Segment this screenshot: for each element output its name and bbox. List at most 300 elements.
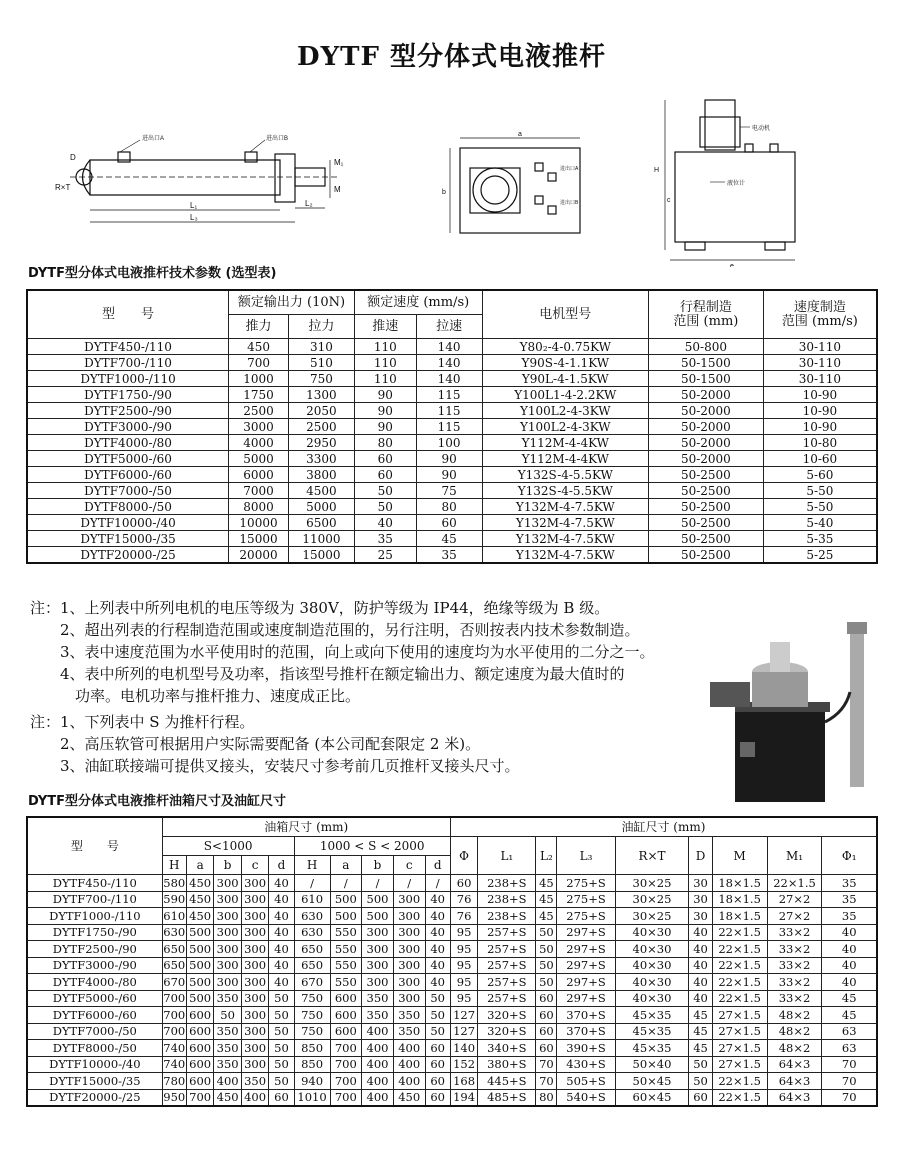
- table-cell: 300: [393, 990, 425, 1007]
- table-cell: 300: [393, 974, 425, 991]
- table-cell: 700: [330, 1073, 362, 1090]
- table-cell: 63: [822, 1023, 877, 1040]
- table-cell: 3000: [229, 419, 289, 435]
- table-row: [27, 891, 877, 908]
- table-cell: 33×2: [767, 990, 822, 1007]
- label-motor: 电动机: [752, 126, 771, 132]
- table-cell: 400: [393, 1056, 425, 1073]
- table-cell: 1010: [294, 1089, 330, 1106]
- table-cell: 140: [416, 371, 482, 387]
- label-b: b: [442, 189, 446, 196]
- table-cell: 22×1.5: [712, 941, 767, 958]
- table-cell: 600: [330, 1007, 362, 1024]
- table-cell: 50-2000: [649, 419, 764, 435]
- t1-header-stroke: 行程制造 范围 (mm): [649, 290, 764, 339]
- table-cell: 300: [241, 875, 268, 892]
- table-cell: 485+S: [478, 1089, 536, 1106]
- table-cell: 350: [214, 1056, 241, 1073]
- table-cell: 90: [354, 419, 416, 435]
- table-cell: 64×3: [767, 1073, 822, 1090]
- table-cell: 300: [362, 941, 394, 958]
- table-cell: 18×1.5: [712, 891, 767, 908]
- table-cell: 320+S: [478, 1023, 536, 1040]
- table-cell: 50: [536, 957, 557, 974]
- note-line: 功率。电机功率与推杆推力、速度成正比。: [30, 687, 361, 705]
- label-a: a: [518, 131, 522, 138]
- table-cell: 30: [689, 875, 712, 892]
- table-cell: 10-90: [763, 419, 877, 435]
- table-cell: DYTF10000-/40: [27, 1056, 162, 1073]
- table-cell: 500: [330, 908, 362, 925]
- table-cell: 5-25: [763, 547, 877, 564]
- label-port2: 进出口B: [266, 136, 289, 142]
- table-cell: 600: [186, 1040, 213, 1057]
- t2-header-rxt: R×T: [615, 837, 689, 875]
- table-cell: 50-2500: [649, 499, 764, 515]
- table-cell: 500: [362, 908, 394, 925]
- table-cell: Y112M-4-4KW: [482, 451, 649, 467]
- table-cell: 10-60: [763, 451, 877, 467]
- table-cell: 50-2500: [649, 515, 764, 531]
- table-cell: 350: [214, 1023, 241, 1040]
- table-cell: 60: [425, 1056, 450, 1073]
- table-cell: 40: [425, 941, 450, 958]
- table-cell: 450: [186, 908, 213, 925]
- table-cell: 50: [214, 1007, 241, 1024]
- table-cell: 27×1.5: [712, 1056, 767, 1073]
- table-cell: 50: [689, 1073, 712, 1090]
- label-l3: L₃: [190, 213, 198, 222]
- table-cell: 450: [186, 875, 213, 892]
- table-cell: 194: [450, 1089, 477, 1106]
- table-cell: 350: [393, 1023, 425, 1040]
- table-cell: 400: [393, 1040, 425, 1057]
- table-cell: 20000: [229, 547, 289, 564]
- table-cell: 40: [425, 957, 450, 974]
- table-cell: 700: [330, 1056, 362, 1073]
- table-cell: /: [294, 875, 330, 892]
- table-cell: 750: [294, 990, 330, 1007]
- table-cell: 70: [536, 1056, 557, 1073]
- table-cell: 4000: [229, 435, 289, 451]
- table-cell: 22×1.5: [712, 990, 767, 1007]
- table-row: [27, 467, 877, 483]
- table-cell: 350: [362, 990, 394, 1007]
- table-cell: 238+S: [478, 908, 536, 925]
- table-cell: 18×1.5: [712, 908, 767, 925]
- t2-header-m1: M₁: [767, 837, 822, 875]
- table-cell: 50-800: [649, 339, 764, 355]
- table-cell: 700: [163, 1007, 186, 1022]
- table-cell: 700: [330, 1089, 362, 1106]
- table-cell: 300: [241, 990, 268, 1007]
- table-cell: 60: [689, 1089, 712, 1106]
- t1-header-force: 额定输出力 (10N): [229, 290, 355, 315]
- table-cell: 400: [214, 1073, 241, 1090]
- table-cell: 7000: [229, 483, 289, 499]
- label-rxt: R×T: [55, 183, 71, 192]
- table-cell: 60: [416, 515, 482, 531]
- table-cell: 297+S: [557, 941, 615, 958]
- table-cell: 400: [393, 1073, 425, 1090]
- table-cell: 5000: [229, 451, 289, 467]
- table-cell: 40: [425, 891, 450, 908]
- table-cell: 670: [163, 974, 186, 989]
- table-cell: 50: [425, 1023, 450, 1040]
- table-cell: 30×25: [615, 891, 689, 908]
- table-cell: 300: [214, 941, 241, 958]
- table-cell: 300: [214, 957, 241, 974]
- table-row: [27, 435, 877, 451]
- t2-header-l1: L₁: [478, 837, 536, 875]
- table-cell: 2500: [288, 419, 354, 435]
- table-cell: 22×1.5: [767, 875, 822, 892]
- table-cell: 50-2500: [649, 467, 764, 483]
- table-cell: 60: [269, 1089, 294, 1106]
- table-cell: 238+S: [478, 875, 536, 892]
- table-cell: 275+S: [557, 891, 615, 908]
- table-cell: 370+S: [557, 1023, 615, 1040]
- table-cell: 50-2000: [649, 435, 764, 451]
- t2-subheader: H: [294, 856, 330, 875]
- label-port-a: 进出口A: [560, 166, 579, 172]
- table-row: [27, 1007, 877, 1024]
- table-cell: 550: [330, 941, 362, 958]
- label-h: H: [654, 167, 660, 174]
- table-cell: DYTF15000-/35: [27, 531, 229, 547]
- table-cell: 140: [416, 355, 482, 371]
- table-cell: 95: [450, 941, 477, 958]
- table-cell: Y100L2-4-3KW: [482, 403, 649, 419]
- table-cell: 40: [689, 957, 712, 974]
- table-cell: 600: [186, 1073, 213, 1090]
- table-cell: 45: [536, 875, 557, 892]
- t2-header-s1: S<1000: [162, 837, 294, 856]
- table-cell: 40: [269, 875, 294, 892]
- table-row: [27, 355, 877, 371]
- label-l1: L₁: [190, 201, 198, 210]
- table-cell: 350: [362, 1007, 394, 1024]
- table-cell: DYTF2500-/90: [27, 403, 229, 419]
- table-cell: 2050: [288, 403, 354, 419]
- table-cell: DYTF8000-/50: [27, 1040, 162, 1057]
- table-cell: 45: [416, 531, 482, 547]
- table-cell: 300: [241, 974, 268, 991]
- table-cell: 40×30: [615, 941, 689, 958]
- dimensions-table: [26, 816, 878, 1107]
- table-cell: 60: [425, 1073, 450, 1090]
- table-cell: 60: [536, 990, 557, 1007]
- table-cell: 50-2500: [649, 547, 764, 564]
- table-row: [27, 1023, 877, 1040]
- label-port-b: 进出口B: [560, 200, 579, 206]
- t2-header-phi: Φ: [450, 837, 477, 875]
- table-cell: 400: [362, 1089, 394, 1106]
- table-row: [27, 531, 877, 547]
- table-cell: 100: [416, 435, 482, 451]
- table-cell: 340+S: [478, 1040, 536, 1057]
- table-cell: 50: [269, 1023, 294, 1040]
- notes1: [30, 597, 655, 707]
- table-cell: 15000: [288, 547, 354, 564]
- table-cell: 60: [354, 467, 416, 483]
- table-cell: DYTF20000-/25: [27, 1089, 162, 1106]
- table-cell: DYTF450-/110: [27, 875, 162, 892]
- table-cell: 40: [269, 974, 294, 991]
- table-cell: 6500: [288, 515, 354, 531]
- note-line: 注：1、下列表中 S 为推杆行程。: [30, 713, 255, 731]
- table-cell: 75: [416, 483, 482, 499]
- table-cell: 300: [241, 957, 268, 974]
- table-cell: 45: [689, 1040, 712, 1057]
- table-cell: 400: [241, 1089, 268, 1106]
- table-cell: 80: [416, 499, 482, 515]
- table-cell: 115: [416, 403, 482, 419]
- table-cell: 400: [362, 1073, 394, 1090]
- table-row: [27, 1040, 877, 1057]
- table-cell: 500: [186, 974, 213, 991]
- table-cell: 700: [229, 355, 289, 371]
- table-cell: 5000: [288, 499, 354, 515]
- table-cell: 15000: [229, 531, 289, 547]
- table-cell: 60: [354, 451, 416, 467]
- table-cell: 510: [288, 355, 354, 371]
- table-cell: 45×35: [615, 1023, 689, 1040]
- table-cell: 40: [269, 908, 294, 925]
- table-cell: DYTF450-/110: [27, 339, 229, 355]
- table-cell: 300: [214, 875, 241, 892]
- table-cell: 40: [689, 974, 712, 991]
- t2-header-l2: L₂: [536, 837, 557, 875]
- table-cell: 27×2: [767, 908, 822, 925]
- table-cell: 50-2000: [649, 451, 764, 467]
- table-cell: 110: [354, 371, 416, 387]
- table-cell: 80: [354, 435, 416, 451]
- table-row: [27, 387, 877, 403]
- table-cell: 500: [186, 924, 213, 941]
- table-cell: 30-110: [763, 339, 877, 355]
- table-cell: 22×1.5: [712, 924, 767, 941]
- t2-header-s2: 1000 < S < 2000: [294, 837, 450, 856]
- table-cell: 300: [241, 891, 268, 908]
- table-cell: 90: [416, 467, 482, 483]
- table-cell: DYTF1750-/90: [27, 924, 162, 941]
- table-cell: DYTF5000-/60: [27, 990, 162, 1007]
- table-cell: 550: [330, 957, 362, 974]
- table-cell: DYTF700-/110: [27, 891, 162, 908]
- table-cell: 30×25: [615, 875, 689, 892]
- table-cell: 50: [689, 1056, 712, 1073]
- table-cell: 600: [186, 1007, 213, 1024]
- table-cell: 45: [689, 1023, 712, 1040]
- table-cell: DYTF1000-/110: [27, 371, 229, 387]
- table-cell: 40: [269, 891, 294, 908]
- table-cell: 140: [450, 1040, 477, 1057]
- table-cell: 168: [450, 1073, 477, 1090]
- t1-header-model: 型 号: [27, 290, 229, 339]
- table-cell: 600: [330, 990, 362, 1007]
- table-row: [27, 419, 877, 435]
- table-cell: 22×1.5: [712, 957, 767, 974]
- table-cell: Y80₂-4-0.75KW: [482, 339, 649, 355]
- table-row: [27, 875, 877, 892]
- table-cell: 610: [163, 908, 186, 923]
- table-cell: 27×2: [767, 891, 822, 908]
- table-cell: 500: [186, 941, 213, 958]
- t2-header-tank: 油箱尺寸 (mm): [162, 817, 450, 837]
- table-cell: 740: [163, 1040, 186, 1055]
- table-cell: 400: [362, 1040, 394, 1057]
- table-cell: 90: [416, 451, 482, 467]
- table-cell: 5-35: [763, 531, 877, 547]
- table-cell: 300: [362, 974, 394, 991]
- table-cell: Y90S-4-1.1KW: [482, 355, 649, 371]
- table-cell: 22×1.5: [712, 974, 767, 991]
- label-port1: 进出口A: [142, 136, 165, 142]
- table-cell: 5-60: [763, 467, 877, 483]
- t2-header-l3: L₃: [557, 837, 615, 875]
- table-cell: 1300: [288, 387, 354, 403]
- table-cell: 505+S: [557, 1073, 615, 1090]
- table-cell: DYTF1750-/90: [27, 387, 229, 403]
- table-cell: 18×1.5: [712, 875, 767, 892]
- table-cell: 27×1.5: [712, 1023, 767, 1040]
- table-cell: 70: [822, 1089, 877, 1106]
- table-cell: 5-50: [763, 499, 877, 515]
- table-cell: 40: [822, 924, 877, 941]
- table-cell: 600: [186, 1023, 213, 1040]
- table-cell: 850: [294, 1040, 330, 1057]
- tank-top-drawing: [440, 128, 610, 243]
- table-cell: DYTF700-/110: [27, 355, 229, 371]
- table-cell: 50-2000: [649, 403, 764, 419]
- t2-header-cyl: 油缸尺寸 (mm): [450, 817, 877, 837]
- table-cell: 50: [536, 941, 557, 958]
- table-cell: 10-80: [763, 435, 877, 451]
- table-cell: DYTF7000-/50: [27, 483, 229, 499]
- table-cell: 45: [689, 1007, 712, 1024]
- table-cell: 1000: [229, 371, 289, 387]
- section2-title: DYTF型分体式电液推杆油箱尺寸及油缸尺寸: [28, 794, 287, 809]
- label-d: D: [70, 153, 76, 162]
- table-cell: 1750: [229, 387, 289, 403]
- table-cell: 300: [241, 908, 268, 925]
- table-cell: 50: [354, 499, 416, 515]
- table-cell: /: [425, 875, 450, 892]
- table-cell: 300: [393, 957, 425, 974]
- pump-front-drawing: [650, 92, 850, 267]
- table-cell: 3300: [288, 451, 354, 467]
- t2-header-m: M: [712, 837, 767, 875]
- table-cell: 275+S: [557, 908, 615, 925]
- table-cell: 60: [425, 1089, 450, 1106]
- label-e: e: [730, 263, 734, 267]
- table-cell: 300: [241, 1007, 268, 1024]
- table-cell: 40: [822, 974, 877, 991]
- table-cell: 40×30: [615, 974, 689, 991]
- table-cell: 300: [362, 924, 394, 941]
- table-cell: 650: [163, 941, 186, 956]
- table-cell: 780: [163, 1073, 186, 1088]
- table-cell: 50: [269, 1040, 294, 1057]
- table-cell: 50-2000: [649, 387, 764, 403]
- notes2: [30, 711, 520, 777]
- note-line: 2、超出列表的行程制造范围或速度制造范围的，另行注明，否则按表内技术参数制造。: [30, 621, 640, 639]
- table-cell: 33×2: [767, 974, 822, 991]
- label-l2: L₂: [305, 199, 313, 208]
- label-gauge: 液位计: [727, 181, 746, 187]
- table-cell: 40×30: [615, 957, 689, 974]
- table-cell: 25: [354, 547, 416, 564]
- table-cell: 40: [689, 924, 712, 941]
- table-cell: 48×2: [767, 1023, 822, 1040]
- table-cell: Y132S-4-5.5KW: [482, 467, 649, 483]
- table-cell: 275+S: [557, 875, 615, 892]
- table-cell: 670: [294, 974, 330, 991]
- table-cell: 450: [186, 891, 213, 908]
- table-cell: 76: [450, 908, 477, 925]
- table-cell: 50: [269, 990, 294, 1007]
- t1-header-motor: 电机型号: [482, 290, 649, 339]
- t2-header-model: 型 号: [27, 817, 162, 875]
- table-cell: 370+S: [557, 1007, 615, 1024]
- table-cell: 600: [330, 1023, 362, 1040]
- table-cell: 580: [163, 875, 186, 890]
- product-photo: [700, 612, 890, 812]
- table-cell: 430+S: [557, 1056, 615, 1073]
- table-row: [27, 1089, 877, 1106]
- table-cell: 650: [294, 941, 330, 958]
- table-cell: 30: [689, 908, 712, 925]
- table-cell: 115: [416, 387, 482, 403]
- t1-header-speedrange: 速度制造 范围 (mm/s): [763, 290, 877, 339]
- table-cell: 300: [214, 908, 241, 925]
- table-cell: DYTF6000-/60: [27, 467, 229, 483]
- table-row: [27, 990, 877, 1007]
- table-cell: 80: [536, 1089, 557, 1106]
- table-cell: 50: [269, 1056, 294, 1073]
- table-row: [27, 451, 877, 467]
- table-cell: 500: [330, 891, 362, 908]
- table-cell: 45: [536, 891, 557, 908]
- table-cell: 700: [186, 1089, 213, 1106]
- table-cell: 50×40: [615, 1056, 689, 1073]
- table-cell: 320+S: [478, 1007, 536, 1024]
- t2-subheader: d: [269, 856, 294, 875]
- table-cell: 630: [163, 925, 186, 940]
- table-cell: 50-1500: [649, 355, 764, 371]
- table-row: [27, 1073, 877, 1090]
- table-cell: 940: [294, 1073, 330, 1090]
- table-row: [27, 924, 877, 941]
- table-cell: 10000: [229, 515, 289, 531]
- table-cell: 35: [822, 875, 877, 892]
- table-cell: 6000: [229, 467, 289, 483]
- table-cell: 300: [362, 957, 394, 974]
- table-cell: Y132M-4-7.5KW: [482, 515, 649, 531]
- table-cell: DYTF3000-/90: [27, 957, 162, 974]
- table-cell: 33×2: [767, 957, 822, 974]
- table-cell: 350: [241, 1073, 268, 1090]
- table-cell: 30: [689, 891, 712, 908]
- table-cell: 50: [269, 1007, 294, 1024]
- table-cell: 40: [425, 908, 450, 925]
- table-cell: 50: [425, 990, 450, 1007]
- table-cell: 27×1.5: [712, 1040, 767, 1057]
- table-cell: 64×3: [767, 1089, 822, 1106]
- table-cell: 950: [163, 1090, 186, 1105]
- table-cell: 152: [450, 1056, 477, 1073]
